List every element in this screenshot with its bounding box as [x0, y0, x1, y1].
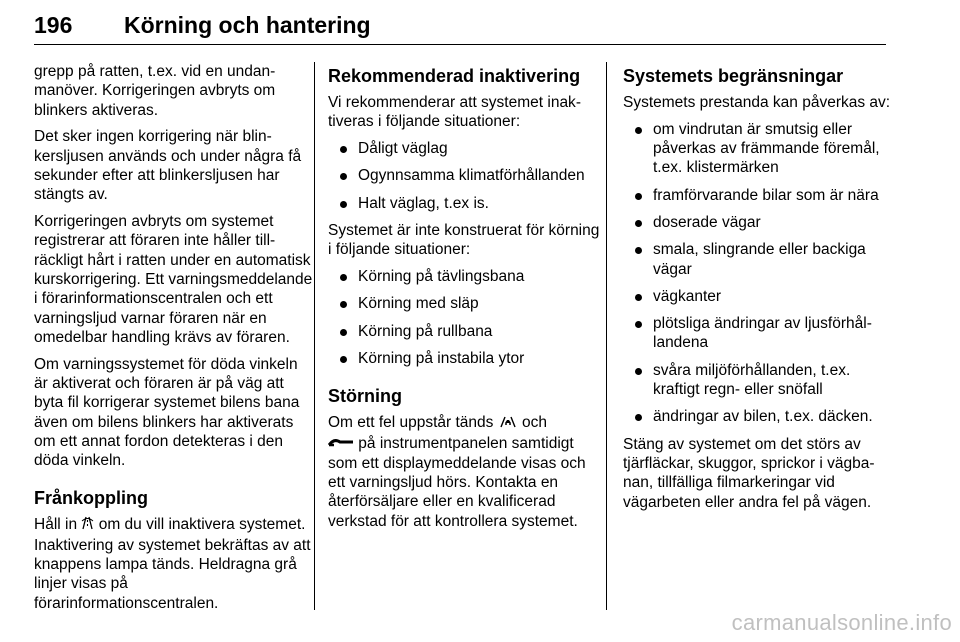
list-item	[328, 194, 606, 213]
paragraph: Vi rekommenderar att systemet inaktiveras i följande situationer:	[328, 94, 581, 131]
list-item	[623, 314, 891, 353]
list-item	[623, 287, 891, 306]
text-span: Om ett fel uppstår tänds	[328, 414, 498, 432]
page-header	[34, 6, 886, 45]
watermark: carmanualsonline.info	[731, 610, 952, 635]
page-number: 196	[34, 12, 73, 38]
bullet-icon	[635, 127, 642, 134]
list-item-text: smala, slingrande eller backiga vägar	[653, 241, 866, 278]
paragraph	[34, 515, 314, 612]
bullet-list	[328, 139, 606, 213]
list-item	[623, 240, 891, 279]
bullet-icon	[340, 274, 347, 281]
bullet-icon	[635, 321, 642, 328]
list-item-text: doserade vägar	[653, 213, 761, 231]
bullet-icon	[635, 414, 642, 421]
section-heading-fault: Störning	[328, 386, 402, 407]
paragraph: Om varningssystemet för döda vinkeln är aktiverat och föraren är på väg att byta fil korrigerar systemet bilens bana även om bilens blinkers har aktiverats om ett annat fordon detekteras i den döda vinkeln.	[34, 355, 300, 470]
list-item	[328, 349, 606, 368]
bullet-icon	[340, 301, 347, 308]
list-item-text: Ogynnsamma klimatförhållanden	[358, 167, 585, 185]
column-2	[314, 62, 606, 610]
list-item	[623, 213, 891, 232]
column-3	[606, 62, 891, 610]
list-item-text: om vindrutan är smutsig eller påverkas av främmande föremål, t.ex. klistermärken	[653, 120, 880, 177]
paragraph: grepp på ratten, t.ex. vid en undanmanöver. Korrigeringen avbryts om blinkers aktiveras.	[34, 63, 276, 119]
list-item	[328, 294, 606, 313]
list-item-text: vägkanter	[653, 287, 722, 305]
paragraph	[328, 413, 606, 531]
list-item	[623, 361, 891, 400]
list-item-text: Körning med släp	[358, 295, 479, 313]
list-item-text: Körning på instabila ytor	[358, 349, 525, 367]
text-span: på instrumentpanelen samtidigt som ett displaymeddelande visas och ett varningsljud hörs. Kontakta en återförsäljare eller en kvalificerad verkstad för att kontrollera systemet.	[328, 434, 586, 530]
list-item	[328, 166, 606, 185]
bullet-icon	[340, 173, 347, 180]
bullet-list	[328, 267, 606, 368]
list-item-text: Körning på tävlingsbana	[358, 268, 525, 286]
bullet-list	[623, 120, 891, 427]
bullet-icon	[340, 356, 347, 363]
section-heading-limitations: Systemets begränsningar	[623, 66, 844, 86]
paragraph: Stäng av systemet om det störs av tjärfläckar, skuggor, sprickor i vägbanan, tillfälliga filmarkeringar vid vägarbeten eller andra fel på vägen.	[623, 435, 875, 511]
list-item	[328, 322, 606, 341]
bullet-icon	[635, 220, 642, 227]
bullet-icon	[340, 146, 347, 153]
bullet-icon	[635, 247, 642, 254]
list-item	[328, 139, 606, 158]
bullet-icon	[635, 294, 642, 301]
list-item-text: Dåligt väglag	[358, 140, 448, 158]
list-item-text: Körning på rullbana	[358, 322, 493, 340]
list-item-text: svåra miljöförhållanden, t.ex. kraftigt regn- eller snöfall	[653, 361, 851, 399]
paragraph: Korrigeringen avbryts om systemet registrerar att föraren inte håller tillräckligt hårt i ratten under en automatisk kurskorrigering. Ett varningsmeddelande i förarinformationscentralen och ett varningsljud varnar föraren när en omedelbar handling krävs av föraren.	[34, 213, 313, 346]
list-item-text: Halt väglag, t.ex is.	[358, 194, 489, 212]
bullet-icon	[635, 193, 642, 200]
steering-fault-icon	[328, 435, 354, 454]
paragraph: Det sker ingen korrigering när blinkersljusen används och under några få sekunder efter att blinkersljusen har stängts av.	[34, 128, 302, 204]
list-item	[623, 407, 891, 426]
bullet-icon	[340, 329, 347, 336]
paragraph: Systemet är inte konstruerat för körning i följande situationer:	[328, 221, 600, 259]
column-1	[34, 62, 314, 610]
list-item-text: framförvarande bilar som är nära	[653, 186, 879, 204]
running-title: Körning och hantering	[124, 12, 371, 38]
lane-departure-warning-icon	[498, 414, 518, 433]
paragraph: Systemets prestanda kan påverkas av:	[623, 94, 891, 111]
list-item	[623, 186, 891, 205]
bullet-icon	[635, 368, 642, 375]
text-span: Håll in	[34, 516, 82, 534]
lane-keep-button-icon	[81, 516, 94, 535]
section-heading-recommended-deactivation: Rekommenderad inaktivering	[328, 66, 581, 86]
list-item-text: plötsliga ändringar av ljusförhållandena	[653, 315, 872, 352]
list-item-text: ändringar av bilen, t.ex. däcken.	[653, 408, 873, 426]
text-span: och	[517, 414, 548, 432]
text-span: om du vill inaktivera systemet. Inaktivering av systemet bekräftas av att knappens lampa tänds. Heldragna grå linjer visas på förarinformationscentralen.	[34, 516, 311, 612]
list-item	[623, 120, 891, 178]
bullet-icon	[340, 201, 347, 208]
list-item	[328, 267, 606, 286]
section-heading-disengage: Frånkoppling	[34, 488, 148, 509]
